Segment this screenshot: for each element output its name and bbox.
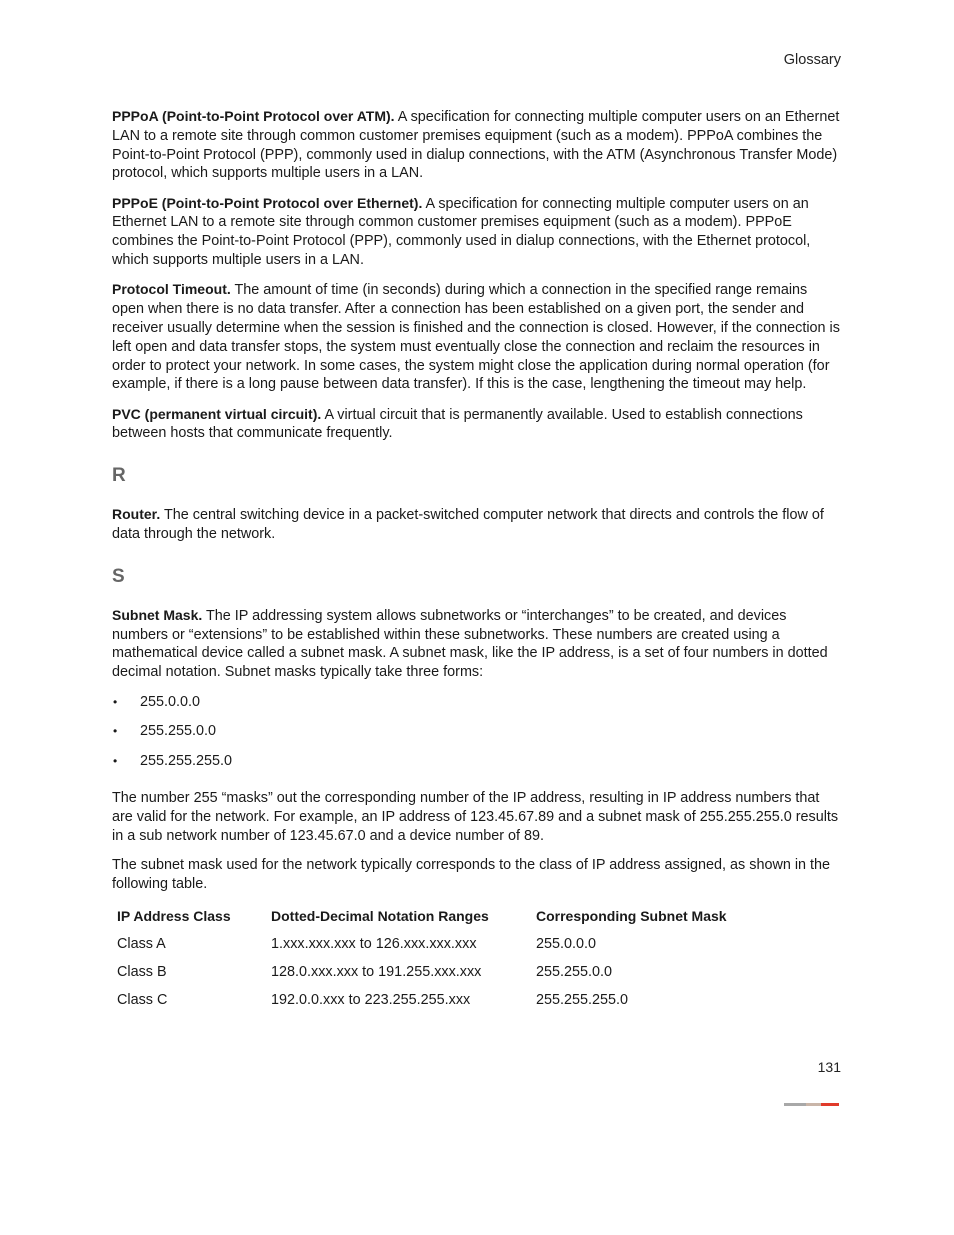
glossary-definition: A virtual circuit that is permanently available. Used to establish connections between hosts that communicate frequently.: [112, 406, 803, 442]
glossary-definition: A specification for connecting multiple computer users on an Ethernet LAN to a remote site through common customer premises equipment (such as a modem). PPPoE combines the Point-to-Point Protocol (PPP), commonly used in dialup connections, with the Ethernet protocol, which supports multiple users in a LAN.: [112, 195, 811, 269]
table-header-cell: Corresponding Subnet Mask: [536, 908, 727, 925]
running-header: Glossary: [783, 52, 841, 68]
footer-color-bar: [784, 1103, 839, 1106]
body-paragraph: The subnet mask used for the network typically corresponds to the class of IP address assigned, as shown in the following table.: [112, 856, 831, 892]
bullet-icon: •: [113, 724, 118, 739]
glossary-term: PPPoE (Point-to-Point Protocol over Ethernet).: [112, 194, 423, 211]
footer-bar-segment: [806, 1103, 821, 1106]
table-header-cell: Dotted-Decimal Notation Ranges: [271, 908, 489, 925]
bullet-icon: •: [113, 753, 118, 768]
glossary-entry-pppoa: [112, 107, 840, 183]
list-item-text: 255.255.255.0: [140, 752, 233, 769]
glossary-entry-subnet-mask: [112, 606, 840, 682]
list-item: [112, 693, 840, 723]
list-item: [112, 752, 840, 782]
glossary-entry-router: [112, 505, 840, 544]
footer-bar-segment: [821, 1103, 839, 1106]
glossary-term: PPPoA (Point-to-Point Protocol over ATM).: [112, 108, 395, 124]
subnet-mask-forms-list: [112, 693, 840, 782]
ip-class-table: [112, 907, 786, 1019]
table-cell: Class C: [117, 991, 168, 1008]
table-cell: Class A: [117, 935, 166, 952]
glossary-definition: The IP addressing system allows subnetworks or “interchanges” to be created, and devices numbers or “extensions” to be established within these subnetworks. These numbers are created using a mathematical device called a subnet mask. A subnet mask, like the IP address, is a set of four numbers in dotted decimal notation. Subnet masks typically take three forms:: [112, 607, 828, 681]
table-cell: Class B: [117, 963, 167, 980]
body-paragraph: The number 255 “masks” out the corresponding number of the IP address, resulting in IP address numbers that are valid for the network. For example, an IP address of 123.45.67.89 and a subnet mask of 255.255.255.0 results in a sub network number of 123.45.67.0 and a device number of 89.: [112, 790, 839, 844]
section-heading-r: R: [112, 465, 126, 487]
table-header-cell: IP Address Class: [117, 908, 231, 925]
table-cell: 128.0.xxx.xxx to 191.255.xxx.xxx: [271, 963, 482, 980]
page-number: 131: [817, 1059, 841, 1075]
glossary-entry-pvc: [112, 405, 840, 444]
table-row: [112, 963, 786, 991]
table-cell: 255.255.255.0: [536, 991, 629, 1008]
table-cell: 192.0.0.xxx to 223.255.255.xxx: [271, 991, 471, 1008]
table-cell: 1.xxx.xxx.xxx to 126.xxx.xxx.xxx: [271, 935, 477, 952]
table-row: [112, 991, 786, 1019]
page-body: [112, 107, 840, 1019]
glossary-term: PVC (permanent virtual circuit).: [112, 405, 322, 422]
glossary-definition: The central switching device in a packet-switched computer network that directs and controls the flow of data through the network.: [112, 507, 824, 543]
glossary-entry-pppoe: [112, 194, 840, 270]
list-item-text: 255.255.0.0: [140, 723, 217, 740]
table-row: [112, 935, 786, 963]
glossary-definition: The amount of time (in seconds) during which a connection in the specified range remains open when there is no data transfer. After a connection has been established on a given port, the sender and receiver usually determine when the session is finished and the connection is closed. However, if the connection is left open and data transfer stops, the system must eventually close the connection and reclaim the resources in order to protect your network. In some cases, the system might close the application during normal operation (for example, if there is a long pause between data transfer). If this is the case, lengthening the timeout may help.: [112, 282, 840, 393]
table-cell: 255.255.0.0: [536, 963, 613, 980]
section-heading-s: S: [112, 565, 125, 587]
table-header-row: [112, 907, 786, 935]
footer-bar-segment: [784, 1103, 806, 1106]
bullet-icon: •: [113, 694, 118, 709]
glossary-entry-protocol-timeout: [112, 280, 840, 394]
glossary-term: Protocol Timeout.: [112, 281, 231, 298]
glossary-definition: A specification for connecting multiple computer users on an Ethernet LAN to a remote site through common customer premises equipment (such as a modem). PPPoA combines the Point-to-Point Protocol (PPP), commonly used in dialup connections, with the ATM (Asynchronous Transfer Mode) protocol, which supports multiple users in a LAN.: [112, 109, 840, 182]
list-item: [112, 722, 840, 752]
glossary-term: Subnet Mask.: [112, 606, 203, 623]
list-item-text: 255.0.0.0: [140, 693, 201, 710]
glossary-term: Router.: [112, 506, 161, 523]
table-cell: 255.0.0.0: [536, 935, 597, 952]
